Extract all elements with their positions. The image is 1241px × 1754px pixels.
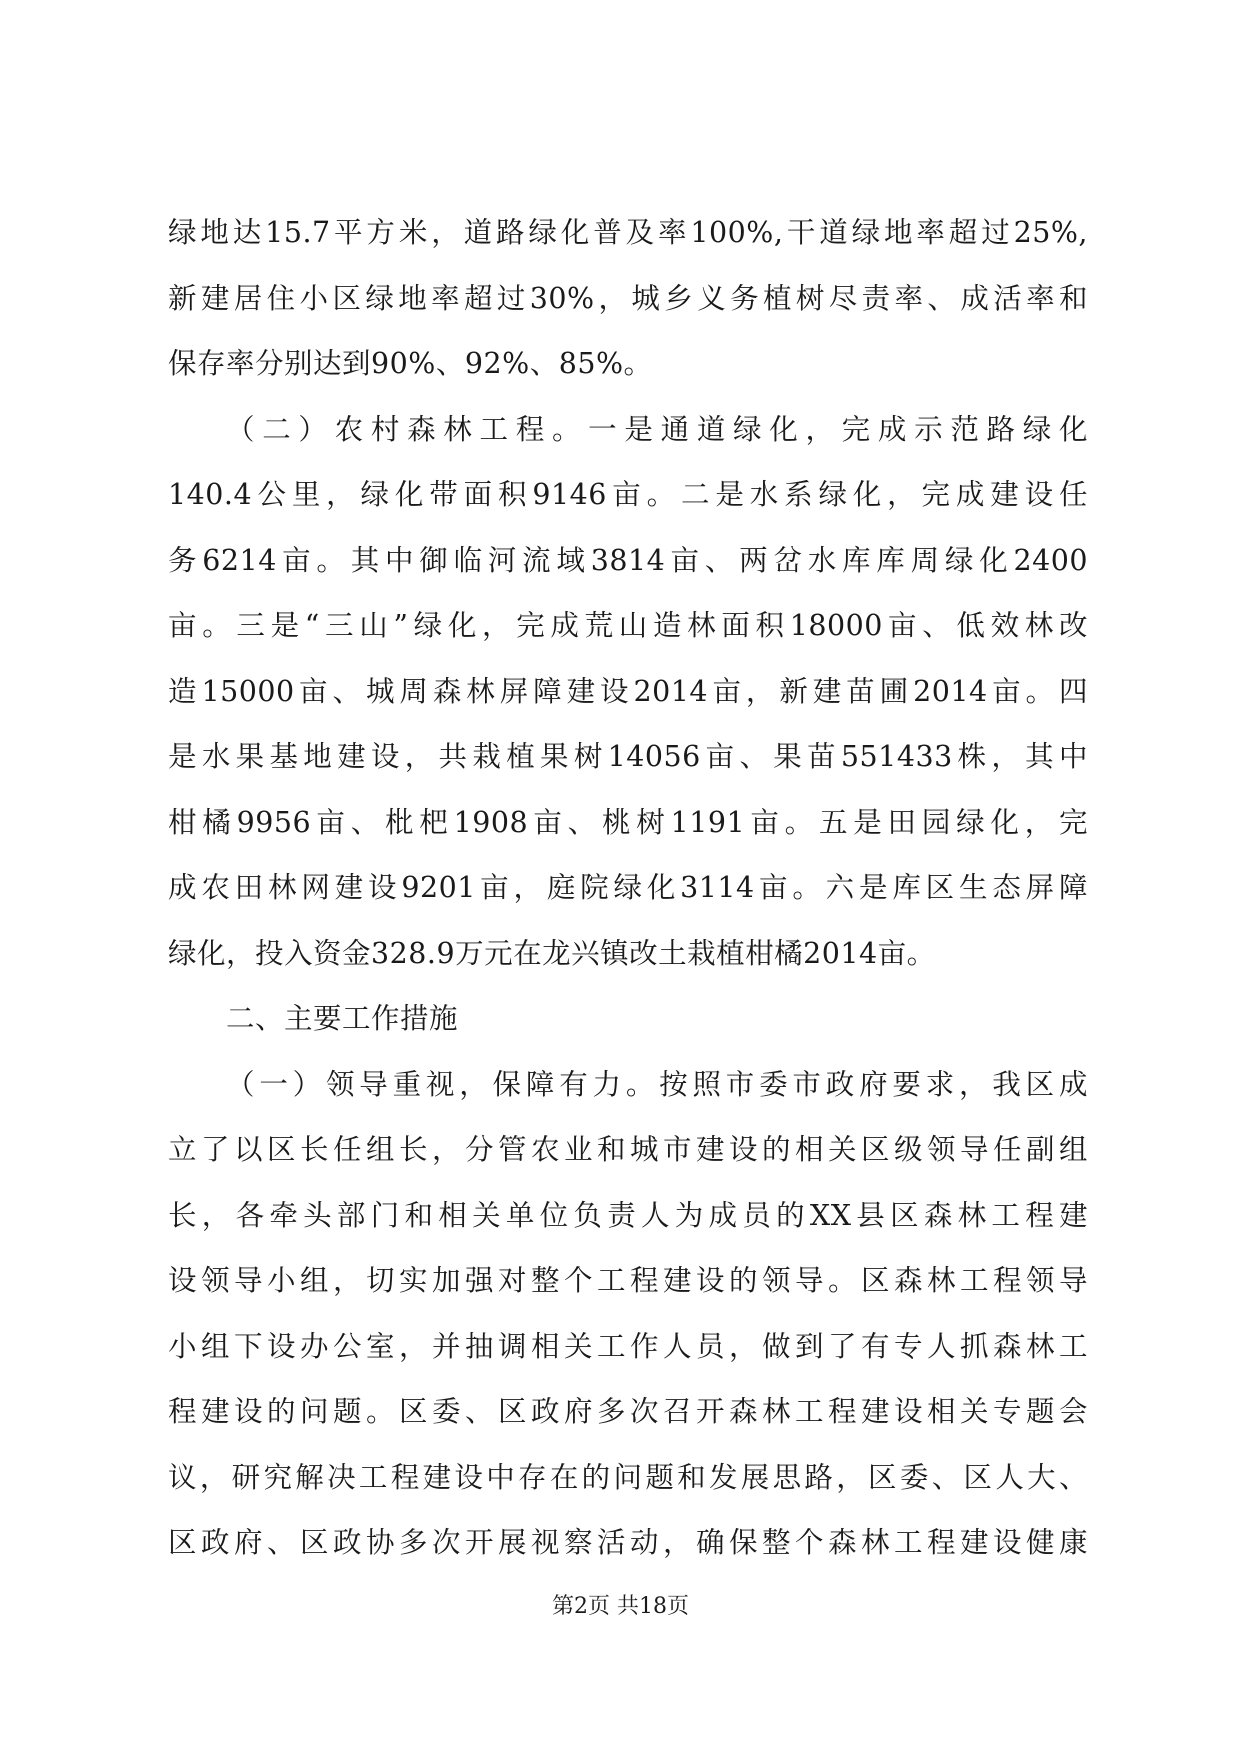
text-line: 小组下设办公室，并抽调相关工作人员，做到了有专人抓森林工 — [168, 1329, 1088, 1363]
text-line: 是水果基地建设，共栽植果树14056亩、果苗551433株，其中 — [168, 740, 1088, 773]
text-line: 区政府、区政协多次开展视察活动，确保整个森林工程建设健康 — [168, 1526, 1088, 1559]
text-line: 立了以区长任组长，分管农业和城市建设的相关区级领导任副组 — [168, 1133, 1088, 1166]
text-line: 成农田林网建设9201亩，庭院绿化3114亩。六是库区生态屏障 — [168, 871, 1088, 904]
text-line: 长，各牵头部门和相关单位负责人为成员的XX县区森林工程建 — [168, 1198, 1088, 1232]
text-line: 保存率分别达到90%、92%、85%。 — [168, 347, 653, 380]
text-line: 造15000亩、城周森林屏障建设2014亩，新建苗圃2014亩。四 — [168, 674, 1088, 708]
text-line: 新建居住小区绿地率超过30%，城乡义务植树尽责率、成活率和 — [168, 281, 1088, 315]
text-line: 绿地达15.7平方米，道路绿化普及率100%,干道绿地率超过25%, — [168, 216, 1088, 249]
text-line: 设领导小组，切实加强对整个工程建设的领导。区森林工程领导 — [168, 1264, 1088, 1297]
text-line: 柑橘9956亩、枇杷1908亩、桃树1191亩。五是田园绿化，完 — [168, 805, 1088, 839]
text-line-subsection-heading: （一）领导重视，保障有力。按照市委市政府要求，我区成 — [226, 1067, 1088, 1101]
text-line: 程建设的问题。区委、区政府多次召开森林工程建设相关专题会 — [168, 1395, 1088, 1428]
text-line: 议，研究解决工程建设中存在的问题和发展思路，区委、区人大、 — [168, 1460, 1088, 1494]
text-line-section-heading: （二）农村森林工程。一是通道绿化，完成示范路绿化 — [226, 412, 1088, 446]
text-line: 亩。三是“三山”绿化，完成荒山造林面积18000亩、低效林改 — [168, 609, 1088, 642]
page-number-footer: 第2页 共18页 — [552, 1594, 689, 1619]
text-line: 140.4公里，绿化带面积9146亩。二是水系绿化，完成建设任 — [168, 478, 1088, 511]
section-heading: 二、主要工作措施 — [226, 1002, 459, 1035]
text-line: 绿化，投入资金328.9万元在龙兴镇改土栽植柑橘2014亩。 — [168, 936, 936, 970]
document-body — [168, 200, 1088, 1576]
text-line: 务6214亩。其中御临河流域3814亩、两岔水库库周绿化2400 — [168, 543, 1088, 577]
